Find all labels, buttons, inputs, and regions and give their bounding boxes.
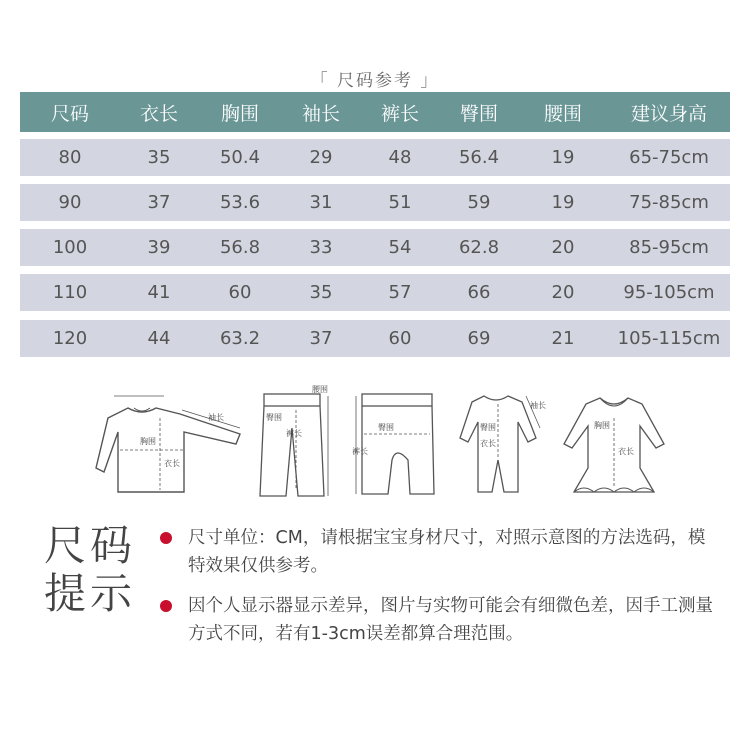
table-cell: 35 <box>309 282 333 303</box>
long-sleeve-top-illustration <box>90 388 250 500</box>
header-cell: 袖长 <box>301 102 340 125</box>
table-cell: 60 <box>388 328 412 349</box>
table-cell: 59 <box>467 192 491 213</box>
table-cell: 20 <box>551 282 575 303</box>
dress-diagram <box>560 388 670 504</box>
note-item <box>160 524 720 580</box>
note-text: 尺寸单位：CM，请根据宝宝身材尺寸，对照示意图的方法选码，模特效果仅供参考。 <box>188 528 706 576</box>
table-cell: 56.4 <box>458 147 500 168</box>
shorts-hip-label: 臀围 <box>378 423 394 432</box>
table-cell: 120 <box>52 328 88 349</box>
table-cell: 29 <box>309 147 333 168</box>
pants-hip-label: 臀围 <box>266 413 282 422</box>
size-hint-heading <box>44 522 144 618</box>
header-cell: 裤长 <box>380 102 419 125</box>
table-cell: 53.6 <box>219 192 261 213</box>
header-cell: 臀围 <box>459 102 498 125</box>
table-cell: 100 <box>52 237 88 258</box>
table-header-row <box>20 92 730 132</box>
top-sleeve-label: 袖长 <box>208 413 224 422</box>
table-cell: 19 <box>551 192 575 213</box>
hint-title-line2: 提示 <box>44 569 137 618</box>
table-cell: 21 <box>551 328 575 349</box>
note-text: 因个人显示器显示差异，图片与实物可能会有细微色差，因手工测量方式不同，若有1-3cm误差都算合理范围。 <box>188 596 713 644</box>
long-pants-illustration <box>256 385 336 500</box>
table-cell: 105-115cm <box>617 328 721 349</box>
shorts-diagram <box>352 388 442 504</box>
romper-length-label: 衣长 <box>480 439 496 448</box>
table-cell: 57 <box>388 282 412 303</box>
pants-length-label: 裤长 <box>286 429 302 438</box>
table-cell: 35 <box>147 147 171 168</box>
shorts-length-label: 裤长 <box>352 447 368 456</box>
header-cell: 胸围 <box>220 102 259 125</box>
romper-diagram <box>456 388 546 504</box>
note-item <box>160 592 720 648</box>
table-cell: 85-95cm <box>629 237 709 258</box>
top-length-label: 衣长 <box>164 459 180 468</box>
table-cell: 37 <box>309 328 333 349</box>
table-cell: 44 <box>147 328 171 349</box>
table-cell: 66 <box>467 282 491 303</box>
header-cell: 腰围 <box>543 102 582 125</box>
dress-chest-label: 胸围 <box>594 421 610 430</box>
table-row <box>20 320 730 357</box>
top-diagram <box>90 388 250 504</box>
table-cell: 54 <box>388 237 412 258</box>
dress-illustration <box>560 388 670 500</box>
wide-pants-illustration <box>352 388 442 500</box>
table-cell: 69 <box>467 328 491 349</box>
top-chest-label: 胸围 <box>140 437 156 446</box>
bullet-dot-icon <box>160 532 172 544</box>
table-cell: 62.8 <box>458 237 500 258</box>
table-cell: 51 <box>388 192 412 213</box>
measurement-diagrams <box>90 385 670 508</box>
table-cell: 41 <box>147 282 171 303</box>
table-cell: 110 <box>52 282 88 303</box>
table-cell: 95-105cm <box>623 282 715 303</box>
table-cell: 50.4 <box>219 147 261 168</box>
table-cell: 39 <box>147 237 171 258</box>
dress-length-label: 衣长 <box>618 447 634 456</box>
table-cell: 37 <box>147 192 171 213</box>
table-cell: 33 <box>309 237 333 258</box>
table-cell: 80 <box>58 147 82 168</box>
table-row <box>20 139 730 176</box>
table-cell: 31 <box>309 192 333 213</box>
size-chart-title: 「 尺码参考 」 <box>310 71 440 91</box>
romper-sleeve-label: 袖长 <box>530 401 546 410</box>
header-cell: 建议身高 <box>630 102 707 125</box>
table-row <box>20 184 730 221</box>
table-row <box>20 274 730 311</box>
pants-diagram <box>256 385 336 504</box>
table-cell: 56.8 <box>219 237 261 258</box>
header-cell: 尺码 <box>50 102 89 125</box>
table-cell: 65-75cm <box>629 147 709 168</box>
table-row <box>20 229 730 266</box>
table-cell: 20 <box>551 237 575 258</box>
table-cell: 60 <box>228 282 252 303</box>
bullet-dot-icon <box>160 600 172 612</box>
romper-hip-label: 臀围 <box>480 423 496 432</box>
table-cell: 19 <box>551 147 575 168</box>
table-cell: 90 <box>58 192 82 213</box>
table-cell: 75-85cm <box>629 192 709 213</box>
romper-illustration <box>456 388 546 500</box>
table-cell: 63.2 <box>219 328 261 349</box>
hint-title-line1: 尺码 <box>44 521 137 570</box>
table-cell: 48 <box>388 147 412 168</box>
header-cell: 衣长 <box>139 102 178 125</box>
pants-waist-label: 腰围 <box>312 385 328 394</box>
